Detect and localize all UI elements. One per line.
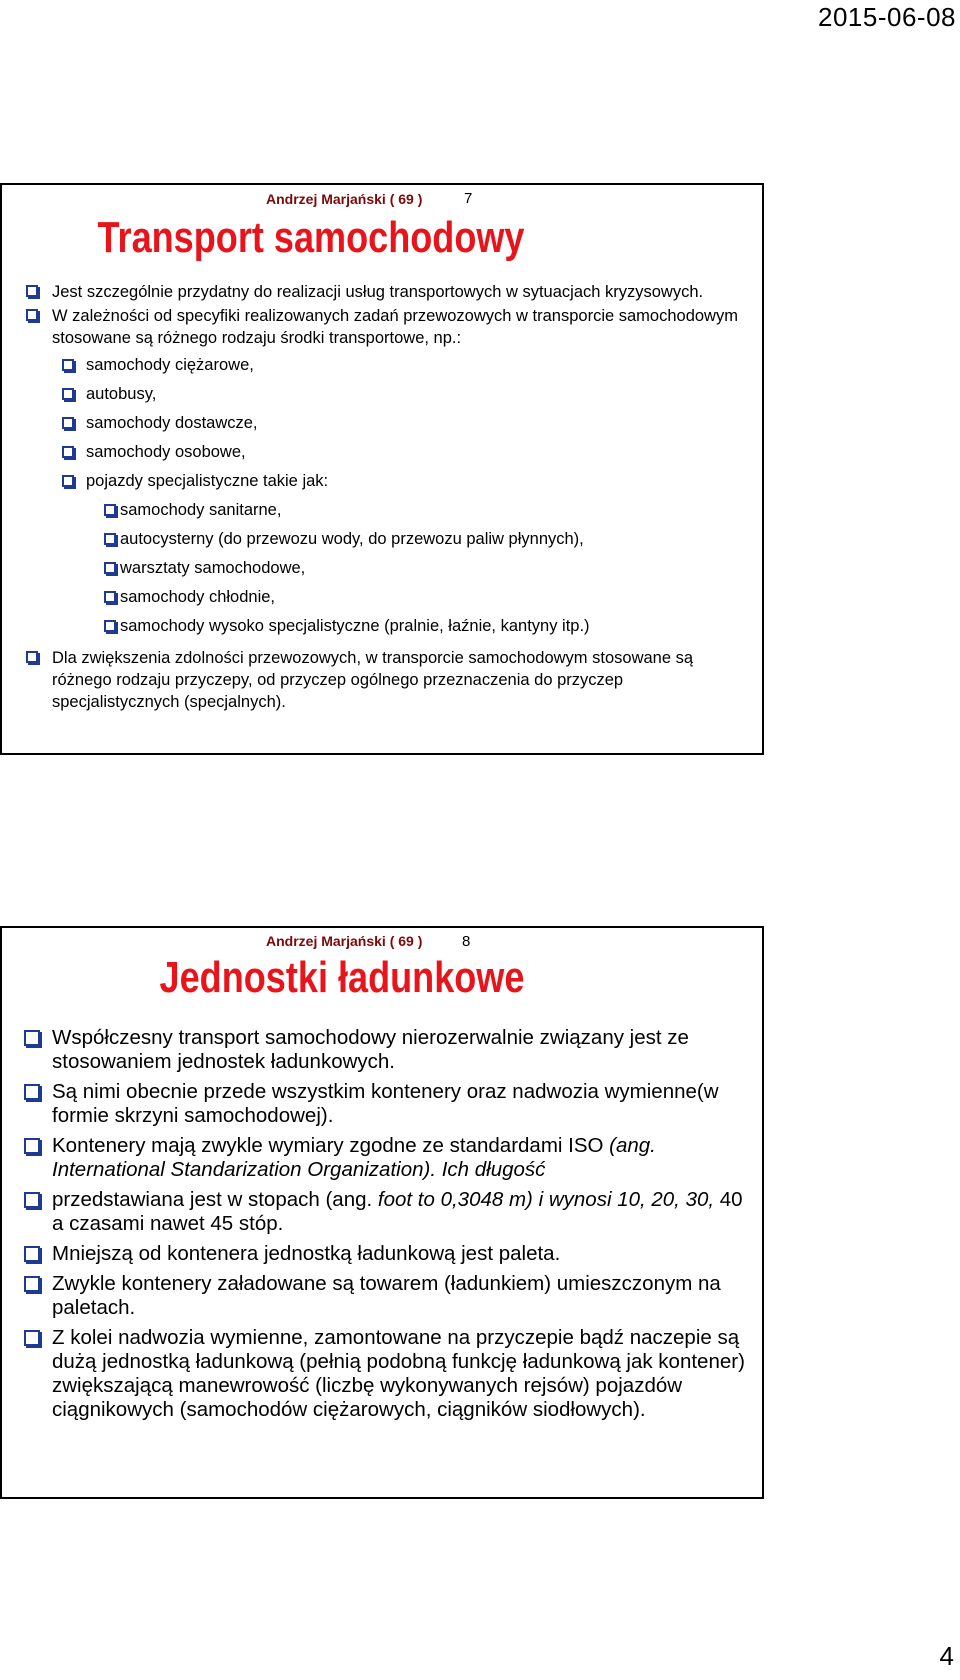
bullet-text: warsztaty samochodowe, — [120, 559, 306, 577]
checkbox-bullet-icon — [24, 1246, 40, 1262]
slide-jednostki-ladunkowe — [0, 926, 764, 1499]
slide-author: Andrzej Marjański ( 69 ) — [266, 933, 423, 949]
list-item — [2, 1272, 762, 1320]
checkbox-bullet-icon — [104, 591, 116, 603]
checkbox-bullet-icon — [24, 1084, 40, 1100]
bullet-text: samochody osobowe, — [86, 443, 246, 461]
bullet-text: autobusy, — [86, 385, 157, 403]
bullet-text: Są nimi obecnie przede wszystkim kontenery oraz nadwozia wymienne(w formie skrzyni samochodowej). — [52, 1080, 719, 1127]
list-item — [2, 351, 762, 380]
page-number: 4 — [939, 1641, 954, 1671]
bullet-text: samochody ciężarowe, — [86, 356, 254, 374]
page-date: 2015-06-08 — [818, 2, 956, 32]
bullet-text: pojazdy specjalistyczne takie jak: — [86, 472, 329, 490]
bullet-text: autocysterny (do przewozu wody, do przewozu paliw płynnych), — [120, 530, 584, 548]
bullet-text: samochody dostawcze, — [86, 414, 258, 432]
bullet-text: Mniejszą od kontenera jednostką ładunkową jest paleta. — [52, 1242, 561, 1265]
checkbox-bullet-icon — [62, 446, 74, 458]
bullet-text-c: 40 a czasami nawet 45 stóp. — [52, 1188, 743, 1235]
checkbox-bullet-icon — [62, 388, 74, 400]
list-item — [2, 554, 762, 583]
bullet-text: samochody sanitarne, — [120, 501, 282, 519]
checkbox-bullet-icon — [62, 417, 74, 429]
bullet-text-a: przedstawiana jest w stopach (ang. — [52, 1188, 378, 1211]
list-item — [2, 281, 762, 303]
checkbox-bullet-icon — [26, 651, 38, 663]
slide-number: 8 — [462, 933, 471, 950]
list-item — [2, 409, 762, 438]
bullet-text-a: Kontenery mają zwykle wymiary zgodne ze standardami ISO — [52, 1134, 610, 1157]
bullet-text: Dla zwiększenia zdolności przewozowych, w transporcie samochodowym stosowane są różnego rodzaju przyczepy, od przyczep ogólnego przeznaczenia do przyczep specjalistycznych (specjalnych). — [52, 649, 694, 711]
list-item — [2, 305, 762, 349]
checkbox-bullet-icon — [24, 1138, 40, 1154]
list-item — [2, 1026, 762, 1074]
list-item — [2, 647, 762, 713]
bullet-text: Jest szczególnie przydatny do realizacji usług transportowych w sytuacjach kryzysowych. — [52, 283, 704, 301]
list-item — [2, 1242, 762, 1266]
checkbox-bullet-icon — [26, 309, 38, 321]
list-item — [2, 380, 762, 409]
list-item — [2, 467, 762, 496]
bullet-text: samochody wysoko specjalistyczne (pralnie, łaźnie, kantyny itp.) — [120, 617, 590, 635]
list-item — [2, 438, 762, 467]
bullet-text-italic: (ang. International Standarization Organization). Ich długość — [52, 1134, 656, 1181]
checkbox-bullet-icon — [24, 1276, 40, 1292]
slide-title: Jednostki ładunkowe — [159, 953, 525, 1002]
list-item — [2, 525, 762, 554]
checkbox-bullet-icon — [24, 1192, 40, 1208]
bullet-text: samochody chłodnie, — [120, 588, 276, 606]
list-item — [2, 1080, 762, 1128]
checkbox-bullet-icon — [26, 285, 38, 297]
slide-title: Transport samochodowy — [97, 213, 525, 262]
list-item — [2, 1326, 762, 1422]
list-item — [2, 496, 762, 525]
checkbox-bullet-icon — [24, 1330, 40, 1346]
bullet-text: Współczesny transport samochodowy nierozerwalnie związany jest ze stosowaniem jednostek ładunkowych. — [52, 1026, 689, 1073]
checkbox-bullet-icon — [104, 562, 116, 574]
list-item — [2, 1134, 762, 1182]
bullet-text: W zależności od specyfiki realizowanych zadań przewozowych w transporcie samochodowym stosowane są różnego rodzaju środki transportowe, np.: — [52, 307, 738, 347]
slide-author: Andrzej Marjański ( 69 ) — [266, 191, 423, 207]
bullet-text-italic: foot to 0,3048 m) i wynosi 10, 20, 30, — [377, 1188, 715, 1211]
bullet-list — [2, 1026, 762, 1428]
checkbox-bullet-icon — [104, 533, 116, 545]
slide-number: 7 — [464, 190, 473, 207]
bullet-list — [2, 281, 762, 713]
list-item — [2, 1188, 762, 1236]
slide-transport-samochodowy — [0, 183, 764, 755]
bullet-text: Zwykle kontenery załadowane są towarem (ładunkiem) umieszczonym na paletach. — [52, 1272, 721, 1319]
checkbox-bullet-icon — [104, 504, 116, 516]
checkbox-bullet-icon — [104, 620, 116, 632]
list-item — [2, 583, 762, 612]
checkbox-bullet-icon — [24, 1030, 40, 1046]
bullet-text: Z kolei nadwozia wymienne, zamontowane na przyczepie bądź naczepie są dużą jednostką ładunkową (pełnią podobną funkcję ładunkową jak kontener) zwiększającą manewrowość (liczbę wykonywanych rejsów) pojazdów ciągnikowych (samochodów ciężarowych, ciągników siodłowych). — [52, 1326, 745, 1421]
checkbox-bullet-icon — [62, 475, 74, 487]
list-item — [2, 612, 762, 641]
checkbox-bullet-icon — [62, 359, 74, 371]
